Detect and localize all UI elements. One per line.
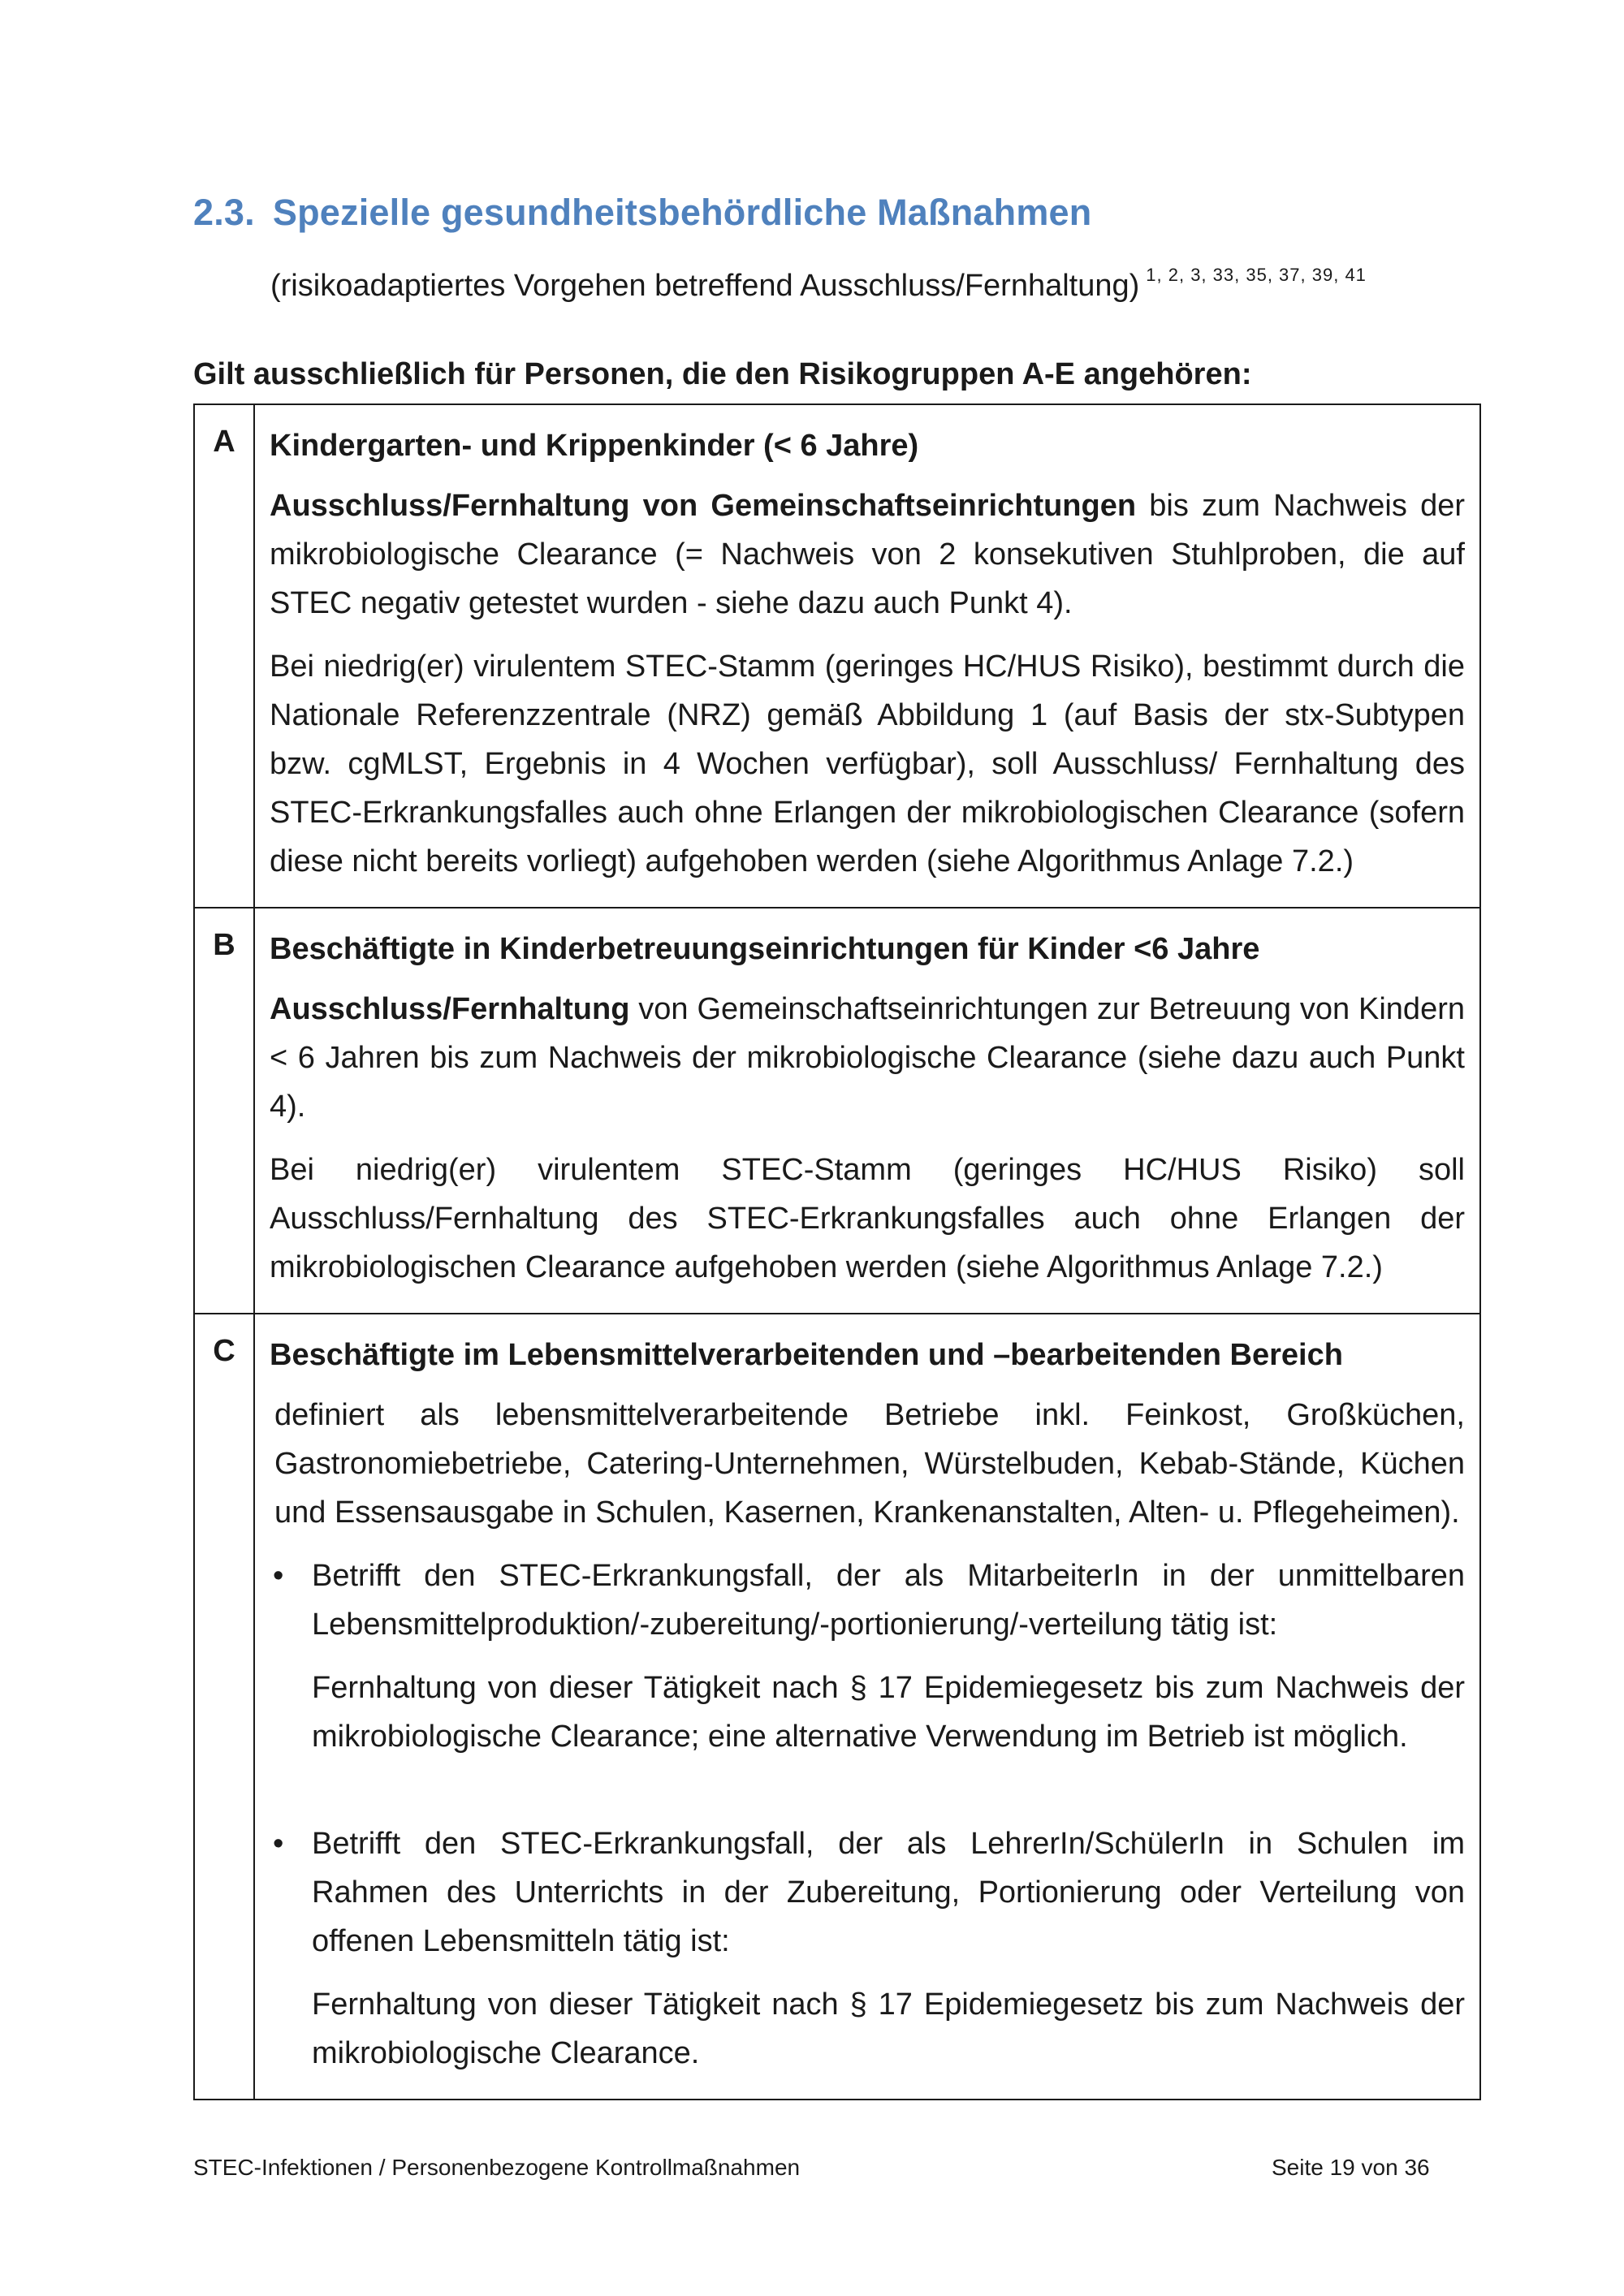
group-c-paragraph-1: definiert als lebensmittelverarbeitende Betriebe inkl. Feinkost, Großküchen, Gastronomiebetriebe, Catering-Unternehmen, Würstelbuden, Kebab-Stände, Küchen und Essensausgabe in Schulen, Kasernen, Krankenanstalten, Alten- u. Pflegeheimen).: [274, 1398, 1465, 1530]
section-number: 2.3.: [193, 192, 255, 233]
group-b-p1-text: von Gemeinschaftseinrichtungen zur Betreuung von Kindern < 6 Jahren bis zum Nachweis der mikrobiologische Clearance (siehe dazu auch Punkt 4).: [270, 992, 1465, 1124]
group-b-bold-lead: Ausschluss/Fernhaltung: [270, 992, 630, 1026]
group-title-a: Kindergarten- und Krippenkinder (< 6 Jahre): [270, 429, 919, 463]
risk-group-table: [193, 404, 1481, 2100]
group-b-paragraph-2: Bei niedrig(er) virulentem STEC-Stamm (geringes HC/HUS Risiko) soll Ausschluss/Fernhaltung des STEC-Erkrankungsfalles auch ohne Erlangen der mikrobiologischen Clearance aufgehoben werden (siehe Algorithmus Anlage 7.2.): [270, 1153, 1465, 1284]
intro-text: Gilt ausschließlich für Personen, die den Risikogruppen A-E angehören:: [193, 357, 1252, 391]
group-title-b: Beschäftigte in Kinderbetreuungseinrichtungen für Kinder <6 Jahre: [270, 932, 1260, 966]
group-a-p1-text: bis zum Nachweis der mikrobiologische Clearance (= Nachweis von 2 konsekutiven Stuhlproben, die auf STEC negativ getestet wurden - siehe dazu auch Punkt 4).: [270, 489, 1465, 620]
section-title: Spezielle gesundheitsbehördliche Maßnahmen: [272, 192, 1092, 233]
footer-document-title: STEC-Infektionen / Personenbezogene Kontrollmaßnahmen: [193, 2155, 801, 2180]
bullet-item-2: [270, 1819, 1465, 2078]
bullet-2-text: Betrifft den STEC-Erkrankungsfall, der als LehrerIn/SchülerIn in Schulen im Rahmen des Unterrichts in der Zubereitung, Portionierung oder Verteilung von offenen Lebensmitteln tätig ist:: [312, 1827, 1465, 1958]
group-content-b: [254, 908, 1480, 1314]
group-a-bold-lead: Ausschluss/Fernhaltung von Gemeinschaftseinrichtungen: [270, 489, 1137, 523]
bullet-point-icon: •: [273, 1827, 284, 1861]
group-a-paragraph-1: [270, 481, 1465, 628]
group-letter-b: B: [194, 908, 254, 1314]
group-title-c: Beschäftigte im Lebensmittelverarbeitenden und –bearbeitenden Bereich: [270, 1338, 1343, 1372]
group-content-c: [254, 1314, 1480, 2100]
section-subtitle: [270, 265, 1367, 304]
group-b-paragraph-1: [270, 985, 1465, 1131]
table-row-c: [194, 1314, 1480, 2100]
footer-page-number: Seite 19 von 36: [1272, 2155, 1430, 2180]
group-letter-c: C: [194, 1314, 254, 2100]
bullet-2-detail: Fernhaltung von dieser Tätigkeit nach § 17 Epidemiegesetz bis zum Nachweis der mikrobiologische Clearance.: [312, 1987, 1465, 2070]
group-content-a: [254, 404, 1480, 908]
table-row-b: [194, 908, 1480, 1314]
group-a-paragraph-2: Bei niedrig(er) virulentem STEC-Stamm (geringes HC/HUS Risiko), bestimmt durch die Nationale Referenzzentrale (NRZ) gemäß Abbildung 1 (auf Basis der stx-Subtypen bzw. cgMLST, Ergebnis in 4 Wochen verfügbar), soll Ausschluss/ Fernhaltung des STEC-Erkrankungsfalles auch ohne Erlangen der mikrobiologischen Clearance (sofern diese nicht bereits vorliegt) aufgehoben werden (siehe Algorithmus Anlage 7.2.): [270, 650, 1465, 878]
group-letter-a: A: [194, 404, 254, 908]
bullet-1-detail: Fernhaltung von dieser Tätigkeit nach § 17 Epidemiegesetz bis zum Nachweis der mikrobiologische Clearance; eine alternative Verwendung im Betrieb ist möglich.: [312, 1671, 1465, 1754]
bullet-point-icon: •: [273, 1559, 284, 1593]
reference-superscript: 1, 2, 3, 33, 35, 37, 39, 41: [1146, 265, 1367, 285]
bullet-1-text: Betrifft den STEC-Erkrankungsfall, der als MitarbeiterIn in der unmittelbaren Lebensmittelproduktion/-zubereitung/-portionierung/-verteilung tätig ist:: [312, 1559, 1465, 1642]
bullet-item-1: [270, 1552, 1465, 1776]
section-heading: [193, 192, 1091, 234]
subtitle-text: (risikoadaptiertes Vorgehen betreffend Ausschluss/Fernhaltung): [270, 269, 1140, 303]
table-row-a: [194, 404, 1480, 908]
